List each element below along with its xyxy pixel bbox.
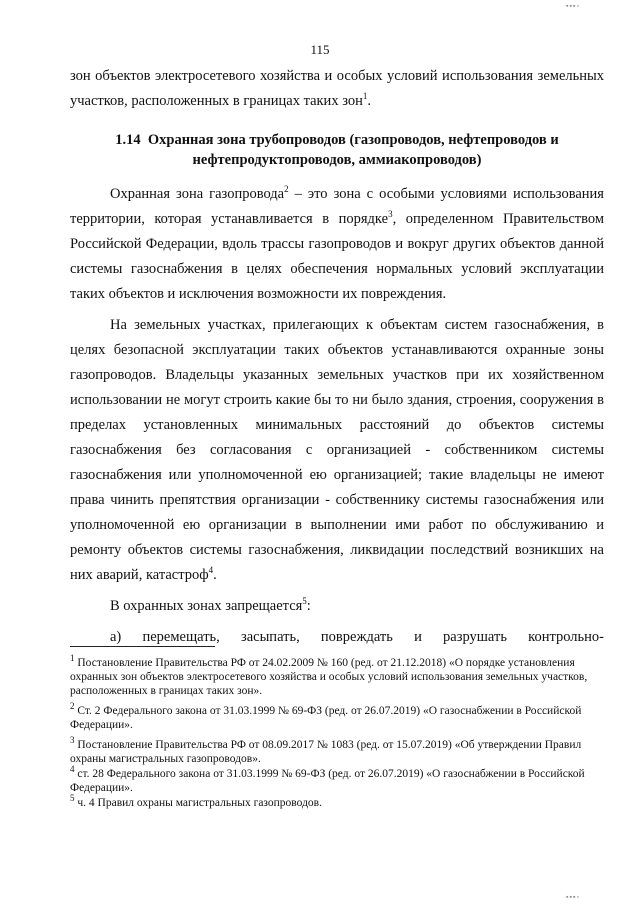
paragraph-definition-part2: – это зона с особыми условиями использования территории, которая устанавливается в порядке — [70, 186, 604, 227]
list-item-word: разрушать — [443, 629, 507, 645]
paragraph-prohibitions-end: : — [306, 598, 311, 614]
section-heading-line1 — [70, 130, 604, 150]
paragraph-land-plots — [70, 313, 604, 588]
scan-mark-top: ▪▪▪▫ — [566, 2, 580, 10]
footnote-number: 4 — [70, 764, 75, 775]
continued-paragraph-text: зон объектов электросетевого хозяйства и особых условий использования земельных участков, расположенных в границах таких зон — [70, 68, 604, 109]
section-title-line1: Охранная зона трубопроводов (газопроводов, нефтепроводов и — [147, 132, 559, 148]
paragraph-definition-part1: Охранная зона газопровода — [110, 186, 285, 202]
paragraph-definition — [70, 182, 604, 307]
section-title-line2: нефтепродуктопроводов, аммиакопроводов) — [192, 152, 482, 168]
list-item-word: контрольно- — [528, 629, 604, 645]
paragraph-definition-part3: , определенном Правительством Российской Федерации, вдоль трассы газопроводов и вокруг других объектов данной системы газоснабжения в целях обеспечения нормальных условий эксплуатации таких объектов и исключения возможности их повреждения. — [70, 211, 605, 302]
paragraph-prohibitions — [70, 594, 604, 619]
list-item-word: засыпать, — [240, 629, 300, 645]
footnote-2 — [70, 701, 604, 732]
footnotes — [70, 653, 604, 811]
paragraph-land-plots-text: На земельных участках, прилегающих к объектам систем газоснабжения, в целях безопасной эксплуатации таких объектов устанавливаются охранные зоны газопроводов. Владельцы указанных земельных участков при их хозяйственном использовании не могут строить какие бы то ни было здания, строения, сооружения в пределах установленных минимальных расстояний до объектов системы газоснабжения без согласования с организацией - собственником системы газоснабжения или уполномоченной ею организацией; такие владельцы не имеют права чинить препятствия организации - собственнику системы газоснабжения или уполномоченной ею организации в выполнении ими работ по обслуживанию и ремонту объектов системы газоснабжения, ликвидации последствий возникших на них аварий, катастроф — [70, 317, 604, 583]
footnote-ref-3: 3 — [388, 209, 393, 220]
footnote-5 — [70, 793, 604, 810]
footnote-separator — [70, 646, 215, 647]
continued-paragraph: зон объектов электросетевого хозяйства и особых условий использования земельных участков, расположенных в границах таких зон$^1$. — [70, 68, 604, 109]
footnote-text: Ст. 2 Федерального закона от 31.03.1999 № 69-ФЗ (ред. от 26.07.2019) «О газоснабжении в Российской Федерации». — [70, 705, 582, 731]
section-heading — [70, 130, 604, 170]
section-number: 1.14 — [115, 132, 141, 148]
footnote-ref-4: 4 — [208, 565, 214, 576]
footnote-3 — [70, 735, 604, 766]
scan-mark-bottom: ▪▪▪▫ — [566, 893, 580, 901]
footnote-text: ст. 28 Федерального закона от 31.03.1999 № 69-ФЗ (ред. от 26.07.2019) «О газоснабжении в Российской Федерации». — [70, 768, 585, 794]
footnote-ref-1: 1 — [362, 91, 368, 102]
footnote-ref-2: 2 — [284, 184, 289, 195]
footnote-4 — [70, 764, 604, 795]
paragraph-land-plots-end: . — [213, 567, 217, 583]
footnote-number: 3 — [70, 735, 75, 746]
list-item-word: повреждать — [320, 629, 393, 645]
footnote-ref-5: 5 — [302, 596, 307, 607]
page-body — [70, 64, 604, 650]
page-number: 115 — [310, 42, 330, 57]
list-item-word: перемещать, — [142, 629, 220, 645]
paragraph-prohibitions-text: В охранных зонах запрещается — [110, 598, 303, 614]
list-item-word: и — [414, 629, 422, 645]
footnote-text: Постановление Правительства РФ от 08.09.2017 № 1083 (ред. от 15.07.2019) «Об утверждении Правил охраны магистральных газопроводов». — [70, 739, 582, 765]
footnote-1 — [70, 653, 604, 698]
footnote-text: Постановление Правительства РФ от 24.02.2009 № 160 (ред. от 21.12.2018) «О порядке установления охранных зон объектов электросетевого хозяйства и особых условий использования земельных участков, расположенных в границах таких зон». — [70, 657, 588, 697]
list-item-marker: а) — [110, 629, 122, 645]
footnote-text: ч. 4 Правил охраны магистральных газопроводов. — [77, 797, 322, 809]
footnote-number: 5 — [70, 793, 75, 804]
footnote-number: 1 — [70, 653, 75, 664]
footnote-number: 2 — [70, 701, 75, 712]
